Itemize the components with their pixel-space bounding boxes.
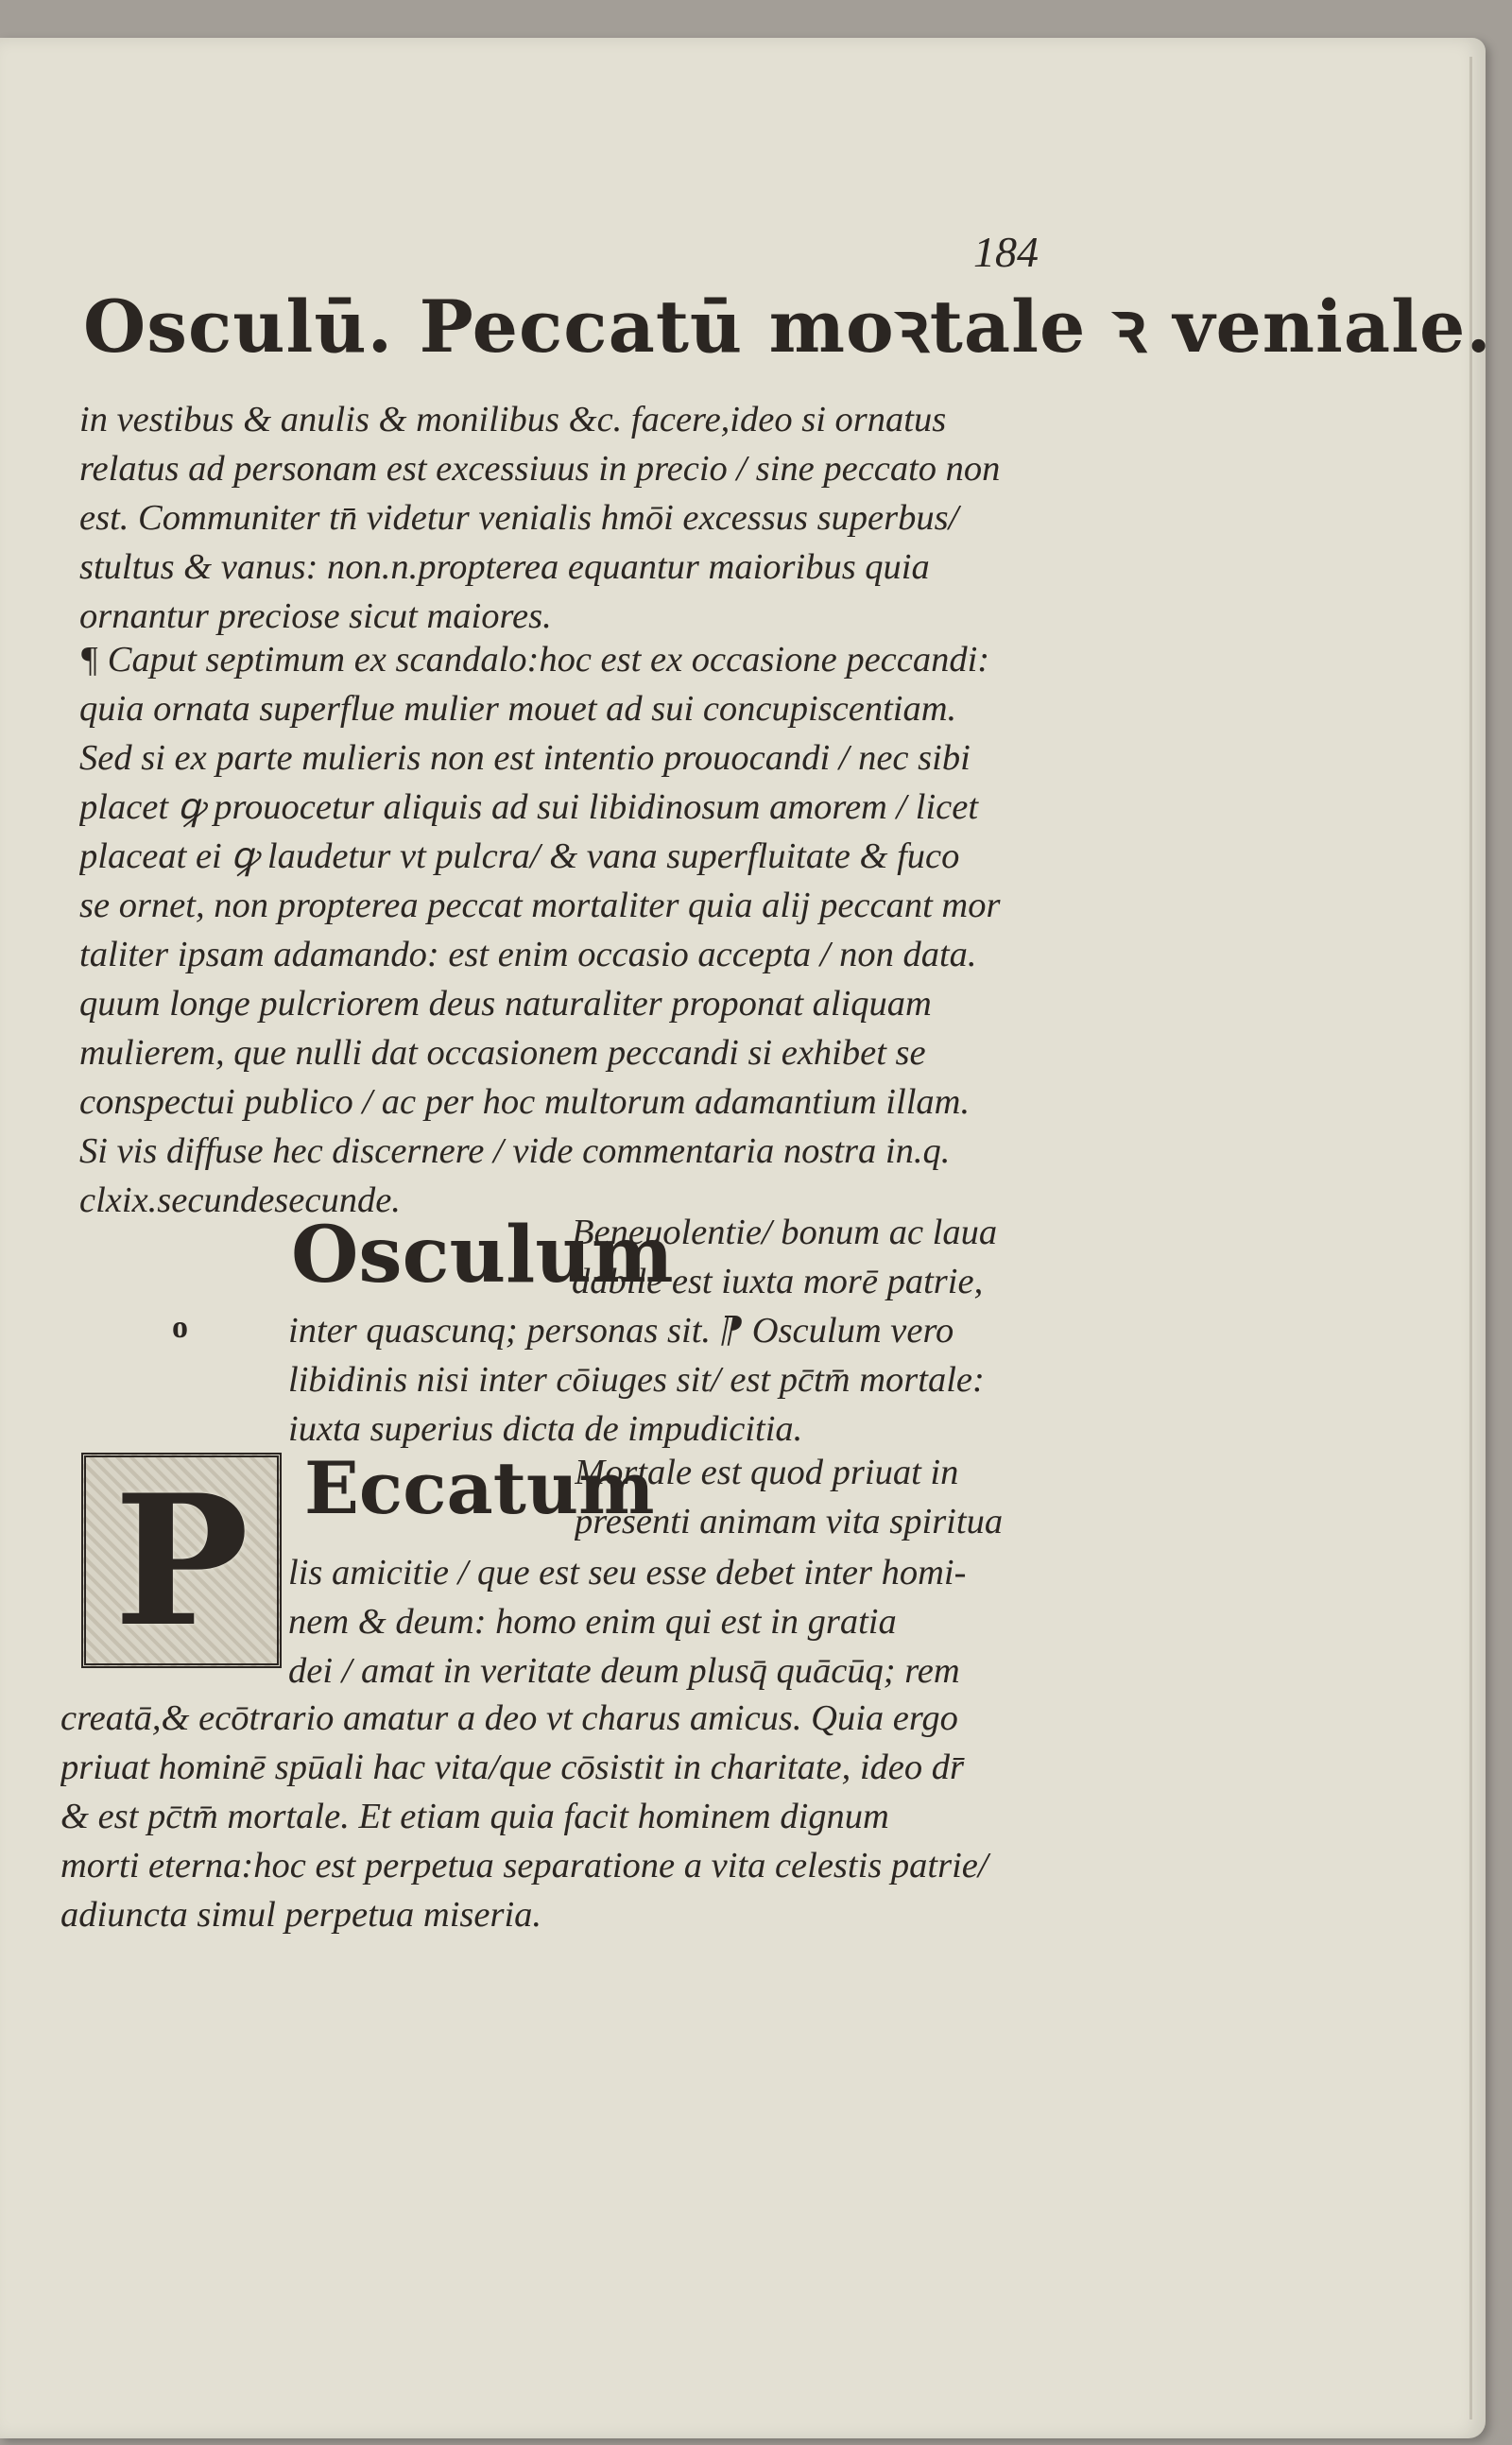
text-line: placeat ei ꝙ laudetur vt pulcra/ & vana superfluitate & fuco	[79, 836, 960, 876]
text-line: presenti animam vita spiritua	[575, 1502, 1004, 1541]
text-line: stultus & vanus: non.n.propterea equantur maioribus quia	[79, 547, 930, 587]
text-line: morti eterna:hoc est perpetua separatione a vita celestis patrie/	[60, 1846, 988, 1885]
paragraph-vestibus	[79, 395, 1053, 641]
peccatum-side-text	[575, 1448, 1057, 1546]
text-line: & est pc̄tm̄ mortale. Et etiam quia facit hominem dignum	[60, 1797, 889, 1836]
text-line: libidinis nisi inter cōiuges sit/ est pc̄tm̄ mortale:	[288, 1360, 985, 1400]
text-line: ¶ Caput septimum ex scandalo:hoc est ex occasione peccandi:	[79, 640, 990, 680]
text-line: Sed si ex parte mulieris non est intentio prouocandi / nec sibi	[79, 738, 971, 778]
text-line: lis amicitie / que est seu esse debet inter homi-	[288, 1553, 967, 1593]
text-line: relatus ad personam est excessiuus in precio / sine peccato non	[79, 449, 1001, 489]
text-line: creatā,& ecōtrario amatur a deo vt charus amicus. Quia ergo	[60, 1698, 958, 1738]
text-line: priuat hominē spūali hac vita/que cōsistit in charitate, ideo dr̄	[60, 1748, 964, 1787]
osculum-text	[288, 1306, 1063, 1454]
text-line: in vestibus & anulis & monilibus &c. facere,ideo si ornatus	[79, 400, 947, 439]
text-line: est. Communiter tn̄ videtur venialis hmōi excessus superbus/	[79, 498, 959, 538]
decorated-initial	[81, 1453, 282, 1668]
text-line: ornantur preciose sicut maiores.	[79, 596, 552, 636]
osculum-heading: Osculum	[291, 1210, 674, 1300]
text-line: nem & deum: homo enim qui est in gratia	[288, 1602, 897, 1642]
initial-letter: P	[113, 1455, 249, 1666]
text-line: taliter ipsam adamando: est enim occasio accepta / non data.	[79, 935, 977, 974]
running-head: Osculū. Peccatū moꝛtale ꝛ veniale.	[83, 284, 1492, 369]
text-line: placet ꝙ prouocetur aliquis ad sui libidinosum amorem / licet	[79, 787, 979, 827]
text-line: dei / amat in veritate deum plusq̄ quācūq; rem	[288, 1651, 960, 1691]
text-line: clxix.secundesecunde.	[79, 1180, 401, 1220]
text-line: Si vis diffuse hec discernere / vide commentaria nostra in.q.	[79, 1131, 951, 1171]
text-line: conspectui publico / ac per hoc multorum adamantium illam.	[79, 1082, 971, 1122]
text-line: Beneuolentie/ bonum ac laua	[572, 1213, 998, 1252]
text-line: iuxta superius dicta de impudicitia.	[288, 1409, 803, 1449]
text-line: Mortale est quod priuat in	[575, 1453, 959, 1492]
osculum-side-text	[572, 1208, 1063, 1306]
paragraph-scandalo	[79, 635, 1053, 1225]
text-line: mulierem, que nulli dat occasionem peccandi si exhibet se	[79, 1033, 926, 1073]
folio-number: 184	[973, 228, 1039, 276]
text-line: dabile est iuxta morē patrie,	[572, 1262, 984, 1301]
text-line: adiuncta simul perpetua miseria.	[60, 1895, 542, 1935]
peccatum-final-text	[60, 1694, 1034, 1939]
text-line: quia ornata superflue mulier mouet ad sui concupiscentiam.	[79, 689, 957, 729]
text-line: quum longe pulcriorem deus naturaliter proponat aliquam	[79, 984, 932, 1024]
book-page	[0, 38, 1492, 2438]
peccatum-heading: Eccatum	[304, 1446, 655, 1530]
margin-letter: o	[172, 1310, 188, 1345]
text-line: se ornet, non propterea peccat mortaliter quia alij peccant mor	[79, 886, 1001, 925]
peccatum-text	[288, 1548, 1063, 1696]
text-line: inter quascunq; personas sit. ⁋ Osculum vero	[288, 1311, 954, 1351]
